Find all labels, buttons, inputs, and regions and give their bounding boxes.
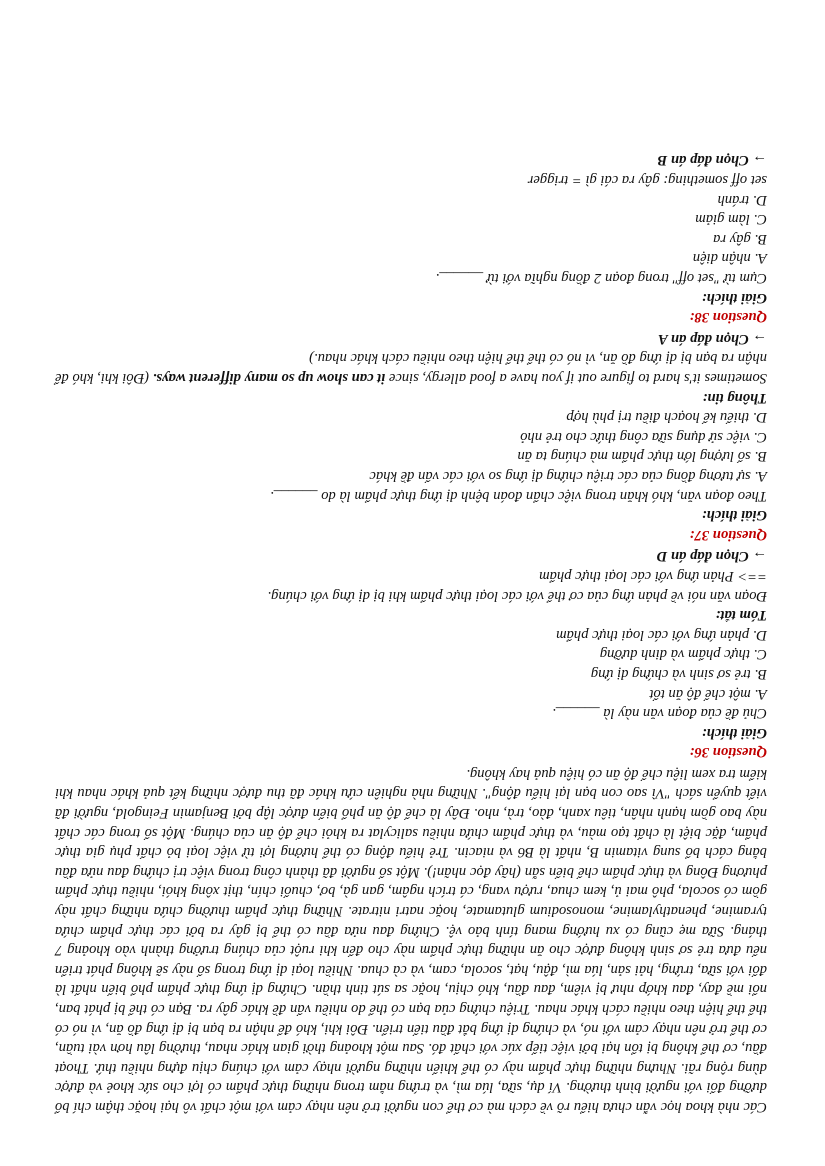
q38-option-a: A. nhận diện (692, 250, 767, 267)
q38-option-c: C. làm giảm (695, 211, 767, 228)
q37-solution-label: Giải thích: (701, 507, 767, 524)
q37-info (55, 348, 767, 387)
q37-info-label: Thông tin: (702, 389, 767, 406)
q37-answer: → Chọn đáp án A (658, 330, 767, 347)
q36-summary-label: Tóm tắt: (715, 607, 767, 624)
q38-answer: → Chọn đáp án B (657, 152, 767, 169)
q38-prompt: Cụm từ "set off" trong đoạn 2 đồng nghĩa với từ ______. (435, 270, 767, 287)
q38-solution-label: Giải thích: (701, 289, 767, 306)
question-36-title: Question 36: (689, 744, 767, 761)
q37-prompt: Theo đoạn văn, khó khăn trong việc chẩn đoán bệnh dị ứng thực phẩm là do ______. (270, 487, 767, 504)
q36-option-d: D. phản ứng với các loại thực phẩm (556, 626, 767, 643)
q37-info-en-key: it can show up so many different ways. (152, 370, 386, 387)
page-content (55, 150, 767, 1116)
q37-option-b: B. số lượng lớn thực phẩm mà chúng ta ăn (517, 448, 767, 465)
q37-info-vi: (Đôi khi, khó để nhận ra bạn bị dị ứng đồ ăn, vì nó có thể thể hiện theo nhiều cách khác nhau.) (55, 350, 767, 387)
q37-option-c: C. việc sử dụng sữa công thức cho trẻ nhỏ (520, 428, 767, 445)
q37-info-en: Sometimes it's hard to figure out if you have a food allergy, since (385, 370, 767, 387)
q36-option-c: C. thực phẩm và dinh dưỡng (599, 646, 767, 663)
q38-option-d: D. tránh (717, 191, 767, 208)
q36-solution-label: Giải thích: (701, 724, 767, 741)
q37-option-d: D. thiếu kế hoạch điều trị phù hợp (566, 409, 767, 426)
q36-option-a: A. một chế độ ăn tốt (649, 685, 767, 702)
q36-conclusion: ==> Phản ứng với các loại thực phẩm (539, 567, 767, 584)
q36-option-b: B. trẻ sơ sinh và chứng dị ứng (590, 665, 767, 682)
q36-answer: → Chọn đáp án D (656, 548, 767, 565)
reading-passage: Các nhà khoa học vẫn chưa hiểu rõ về cách mà cơ thể con người trở nên nhạy cảm với một chất vô hại hoặc thậm chí bổ dưỡng đối với người bình thường. Ví dụ, sữa, lúa mì, và trứng nằm trong những thực phẩm có lợi cho sức khoẻ và được dùng rộng rãi. Nhưng những thực phẩm này có thể khiến những người nhạy cảm với chúng chịu đựng nhiều thứ. Thoạt đầu, cơ thể không bị tổn hại bởi việc tiếp xúc với chất đó. Sau một khoảng thời gian khác nhau, thường lâu hơn vài tuần, cơ thể trở nên nhạy cảm với nó, và chứng dị ứng bắt đầu tiến triển. Đôi khi, khó để nhận ra bạn bị dị ứng đồ ăn, vì nó có thể thể hiện theo nhiều cách khác nhau. Triệu chứng của bạn có thể do nhiều vấn đề khác gây ra. Bạn có thể bị phát ban, nổi mề đay, đau khớp như bị viêm, đau đầu, khó chịu, hoặc sa sút tinh thần. Chứng dị ứng thực phẩm phổ biến nhất là đối với sữa, trứng, hải sản, lúa mì, đậu, hạt, socola, cam, và cà chua. Nhiều loại dị ứng trong số này sẽ không phát triển nếu đưa trẻ sơ sinh không được cho ăn những thực phẩm này cho đến khi ruột của chúng trưởng thành vào khoảng 7 tháng. Sữa mẹ cũng có xu hướng mang tính bảo vệ. Chứng đau nửa đầu có thể bị gây ra bởi các thực phẩm chứa tyramine, phenathylamine, monosodium glutamate, hoặc natri nitrate. Những thực phẩm thường chứa những chất này gồm có socola, phô mai ủ, kem chua, rượu vang, cá trích ngâm, gan gà, bơ, chuối chín, thịt xông khói, nhiều thực phẩm phương Đông và thực phẩm chế biến sẵn (hãy đọc nhãn!). Một số người đã thành công trong việc trị chứng đau nửa đầu bằng cách bổ sung vitamin B, nhất là B6 và niacin. Trẻ hiếu động có thể hưởng lợi từ việc loại bỏ chất phụ gia thực phẩm, đặc biệt là chất tạo màu, và thực phẩm chứa nhiều salicylat ra khỏi chế độ ăn của chúng. Một số trong các chất này bao gồm hạnh nhân, tiêu xanh, đào, trà, nho. Đây là chế độ ăn phổ biến được lập bởi Benjamin Feingold, người đã viết quyển sách "Vì sao con bạn lại hiếu động". Những nhà nghiên cứu khác đã thu được những kết quả khác nhau khi kiểm tra xem liệu chế độ ăn có hiệu quả hay không. (55, 765, 767, 1115)
q36-prompt: Chủ đề của đoạn văn này là ______. (552, 705, 767, 722)
q37-option-a: A. sự tương đồng của các triệu chứng dị ứng so với các vấn đề khác (369, 468, 767, 484)
question-38-title: Question 38: (689, 309, 767, 326)
q38-note: set off something: gây ra cái gì = trigger (527, 172, 767, 189)
q38-option-b: B. gây ra (713, 230, 767, 247)
q36-summary: Đoạn văn nói về phản ứng của cơ thể với các loại thực phẩm khi bị dị ứng với chúng. (267, 587, 767, 604)
question-37-title: Question 37: (689, 526, 767, 543)
